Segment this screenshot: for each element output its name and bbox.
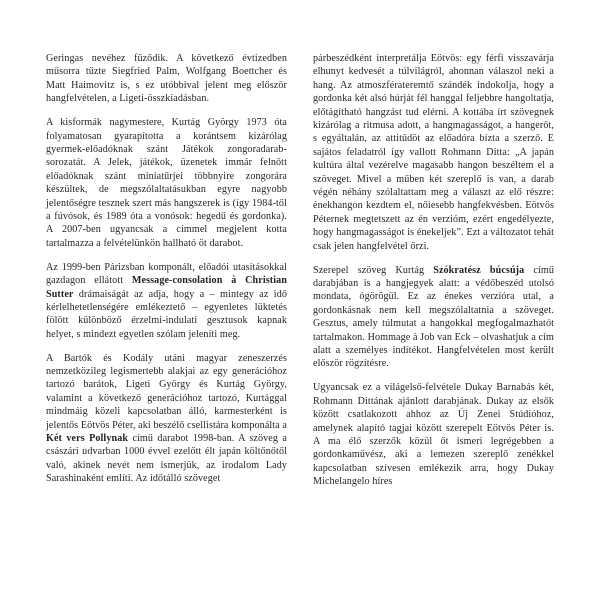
left-column [46, 52, 287, 560]
two-column-layout [46, 52, 554, 560]
body-text: A kisformák nagymestere, Kurtág György 1973 óta folyamatosan gyarapította a korántsem kizárólag gyermek-előadóknak szánt Játékok zongoradarab-sorozatát. A Jelek, játékok, üzenetek immár felnőtt előadóknak szánt miniatűrjei többnyire zongorára készültek, de megszólaltatásukban egyre nagyobb jelentőségre tesznek szert más hangszerek is (így 1984-től a fúvósok, és 1989 óta a vonósok: hegedű és gordonka). A 2007-ben ugyancsak a címmel megjelent kotta tartalmazza a felvételünkön hallható öt darabot. [46, 117, 287, 249]
paragraph [46, 261, 287, 341]
paragraph [46, 352, 287, 486]
body-text: Szerepel szöveg Kurtág [313, 264, 434, 276]
body-text: című darabjában is a hangjegyek alatt: a védőbeszéd utolsó mondata, ógörögül. Ez az énekes verzióra utal, a gordonkásnak nem kell megszólaltatnia a szöveget. Gesztus, amely túlmutat a hangokkal megfogalmazhatót tartalmakon. Hommage à Job van Eck – olvashatjuk a cím alatt a személyes indítékot. Hangfelvételen most került először rögzítésre. [313, 264, 555, 370]
emphasized-title: Szókratész búcsúja [433, 264, 525, 276]
emphasized-title: Message-consolation à Christian Sutter [46, 275, 287, 300]
paragraph [46, 52, 287, 106]
right-column [313, 52, 554, 560]
body-text: párbeszédként interpretálja Eötvös: egy férfi visszavárja elhunyt kedvesét a túlvilágról, ahonnan válaszol neki a hang. Az atmoszférateremtő szándék indokolja, hogy a gordonka két alsó húrját fél hanggal feljebbre hangoltatja, előtágítható hangzást tud elérni. A kottába írt szövegnek kizárólag a ritmusa adott, a hangmagasságot, a hangerőt, s egyáltalán, az attitűdöt az előadóra bízta a szerző. E sajátos feladatról így vallott Rohmann Ditta: „A japán kultúra által vezérelve magasabb hangon beszéltem el a szöveget. Mivel a műben két szereplő is van, a darab végén néhány szólaltattam meg a választ az elő részre: énekhangon kezdtem el, nőiesebb hangfekvésben. Eötvös Péternek megtetszett az én verzióm, ezért engedélyezte, hogy hangmagasságot is énekeljek”. Ezt a változatot tehát csak jelen hangfelvétel őrzi. [313, 53, 554, 252]
paragraph [46, 116, 287, 250]
body-text: című darabot 1998-ban. A szöveg a császári udvarban 1000 évvel ezelőtt élt japán költőnőtől való, akinek nevét nem ismerjük, az irodalom Lady Sarashinaként említi. Az időtálló szöveget [46, 433, 287, 485]
body-text: drámaiságát az adja, hogy a – mintegy az idő kérlelhetetlenségére emlékeztető – egyenletes lüktetés fölött különböző érzelmi-indulati gesztusok kapnak helyet, s mindezt egyetlen szólam jeleníti meg. [46, 288, 287, 340]
body-text: Geringas nevéhez fűződik. A következő évtizedben műsorra tűzte Siegfried Palm, Wolfgang Boettcher és Matt Haimovitz is, s ez utóbbival jelent meg először hangfelvételen, a Ligeti-összkiadásban. [46, 53, 287, 105]
body-text: A Bartók és Kodály utáni magyar zeneszerzés nemzetközileg legismertebb alakjai az egy generációhoz tartozó barátok, Ligeti György és Kurtág György, valamint a következő generációhoz tartozó, Kurtággal mindmáig közeli kapcsolatban álló, karmesterként is jelentős Eötvös Péter, aki beszélő csellistára komponálta a [46, 352, 288, 431]
body-text: Az 1999-ben Párizsban komponált, előadói utasításokkal gazdagon ellátott [46, 261, 287, 287]
emphasized-title: Két vers Pollynak [46, 433, 129, 445]
paragraph [313, 264, 554, 371]
paragraph [313, 52, 554, 253]
body-text: Ugyancsak ez a világelső-felvétele Dukay Barnabás két, Rohmann Dittának ajánlott darabjának. Dukay az elsők között csatlakozott ahhoz az Új Zenei Stúdióhoz, amelynek alapító tagjai között szerepelt Eötvös Péter is. A ma élő szerzők közül őt ismeri legrégebben a gordonkaművész, aki a lemezen szereplő zenékkel kapcsolatban szívesen emlékezik arra, hogy Dukay Michelangelo híres [313, 382, 554, 488]
paragraph [313, 381, 554, 488]
